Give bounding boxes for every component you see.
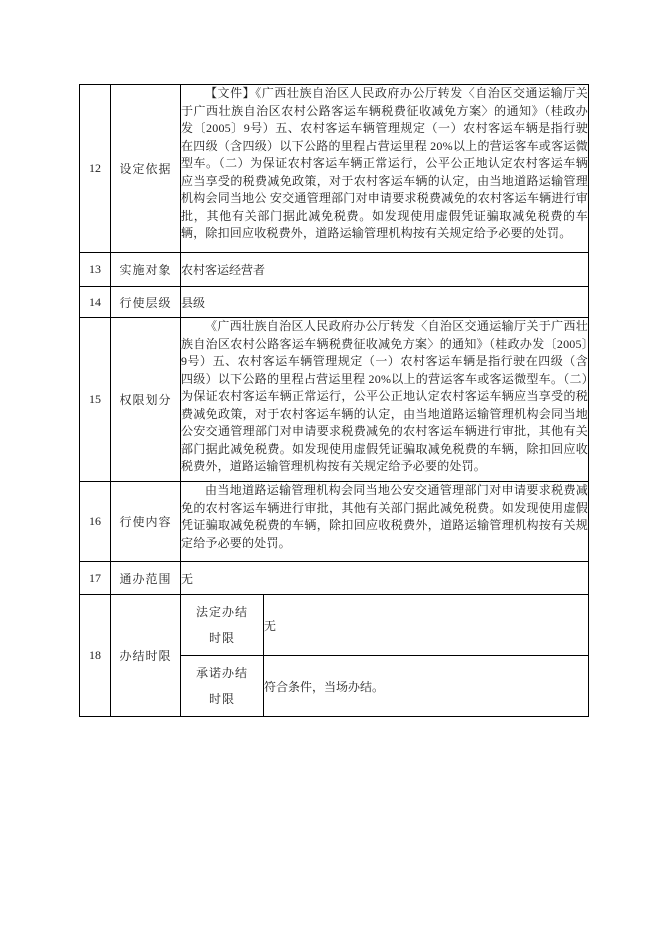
row-label: 行使内容: [111, 482, 181, 562]
row-content-text: 【文件】《广西壮族自治区人民政府办公厅转发〈自治区交通运输厅关于广西壮族自治区农村公路客运车辆税费征收减免方案〉的通知》（桂政办发〔2005〕9号）五、农村客运车辆管理规定（一）农村客运车辆是指行驶在四级（含四级）以下公路的里程占营运里程 20%以上的营运客车或客运微型车。（二）为保证农村客运车辆正常运行，公平公正地认定农村客运车辆应当享受的税费减免政策，对于农村客运车辆的认定，由当地道路运输管理机构会同当地公 安交通管理部门对申请要求税费减免的农村客运车辆进行审批，其他有关部门据此减免税费。如发现使用虚假凭证骗取减免税费的车辆，除扣回应收税费外，道路运输管理机构按有关规定给予必要的处罚。: [181, 86, 588, 240]
row-content-cell: [181, 85, 589, 253]
row-number: 13: [80, 253, 111, 287]
row-number: 15: [80, 318, 111, 482]
table-row-17: [80, 562, 589, 595]
row-label: 实施对象: [111, 253, 181, 287]
row-number: 17: [80, 562, 111, 595]
sub-row-value: 无: [264, 595, 589, 656]
row-label: 设定依据: [111, 85, 181, 253]
sub-row-value: 符合条件，当场办结。: [264, 656, 589, 717]
sub-label-line: 法定办结: [195, 605, 248, 619]
row-label: 行使层级: [111, 287, 181, 318]
row-label: 办结时限: [111, 595, 181, 717]
table-row-16: [80, 482, 589, 562]
table-row-12: [80, 85, 589, 253]
sub-row-label-legal-deadline: [181, 595, 264, 656]
row-number: 16: [80, 482, 111, 562]
table-row-15: [80, 318, 589, 482]
row-number: 12: [80, 85, 111, 253]
row-number: 18: [80, 595, 111, 717]
row-content-cell: [181, 318, 589, 482]
row-label: 权限划分: [111, 318, 181, 482]
row-content-text: 《广西壮族自治区人民政府办公厅转发〈自治区交通运输厅关于广西壮族自治区农村公路客运车辆税费征收减免方案〉的通知》（桂政办发〔2005〕9号）五、农村客运车辆管理规定（一）农村客运车辆是指行驶在四级（含四级）以下公路的里程占营运里程 20%以上的营运客车或客运微型车。（二）为保证农村客运车辆正常运行，公平公正地认定农村客运车辆应当享受的税费减免政策，对于农村客运车辆的认定，由当地道路运输管理机构会同当地公安交通管理部门对申请要求税费减免的农村客运车辆进行审批，其他有关部门据此减免税费。如发现使用虚假凭证骗取减免税费的车辆，除扣回应收税费外，道路运输管理机构按有关规定给予必要的处罚。: [181, 319, 588, 473]
sub-label-line: 时限: [208, 692, 235, 706]
procedure-info-table: [79, 84, 589, 717]
sub-label-line: 时限: [208, 631, 235, 645]
row-content-cell: 县级: [181, 287, 589, 318]
sub-label-line: 承诺办结: [195, 666, 248, 680]
sub-row-label-promised-deadline: [181, 656, 264, 717]
row-number: 14: [80, 287, 111, 318]
table-row-14: [80, 287, 589, 318]
table-row-13: [80, 253, 589, 287]
row-content-cell: 农村客运经营者: [181, 253, 589, 287]
row-label: 通办范围: [111, 562, 181, 595]
row-content-cell: [181, 482, 589, 562]
row-content-text: 由当地道路运输管理机构会同当地公安交通管理部门对申请要求税费减免的农村客运车辆进行审批，其他有关部门据此减免税费。如发现使用虚假凭证骗取减免税费的车辆，除扣回应收税费外，道路运输管理机构按有关规定给予必要的处罚。: [181, 483, 588, 550]
table-row-18-legal: [80, 595, 589, 656]
row-content-cell: 无: [181, 562, 589, 595]
